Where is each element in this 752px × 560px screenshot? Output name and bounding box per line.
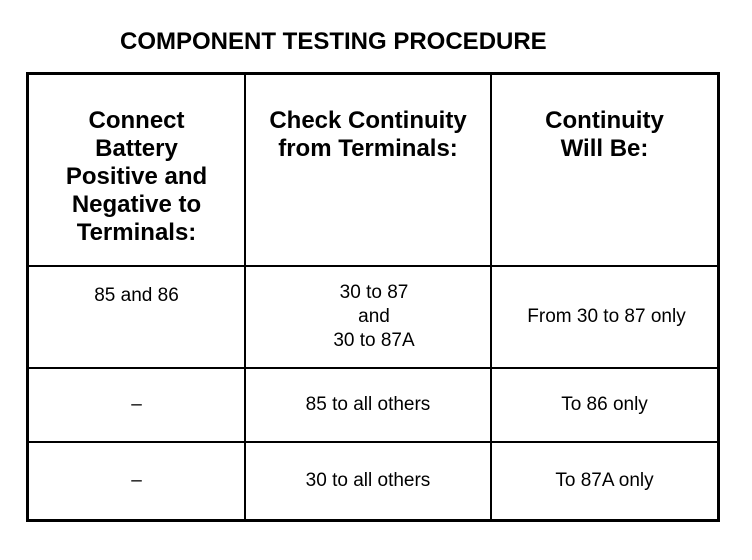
row3-connect: – — [131, 470, 142, 491]
row1-result: From 30 to 87 only — [527, 306, 686, 327]
header-connect — [29, 75, 244, 265]
header-result-line: Continuity — [545, 107, 664, 134]
row1-check-line: 30 to 87 — [339, 282, 409, 303]
header-result-line: Will Be: — [560, 135, 649, 162]
row2-result: To 86 only — [561, 394, 648, 415]
header-connect-line: Positive and — [65, 163, 208, 190]
page-title: COMPONENT TESTING PROCEDURE — [120, 28, 547, 55]
row1-check-line: and — [358, 306, 390, 327]
header-check — [246, 75, 490, 265]
row2-connect: – — [131, 394, 142, 415]
header-connect-line: Connect — [88, 107, 185, 134]
header-connect-line: Terminals: — [76, 219, 197, 246]
row2-check: 85 to all others — [305, 394, 431, 415]
header-result — [492, 75, 717, 265]
header-connect-line: Battery — [95, 135, 178, 162]
row1-connect: 85 and 86 — [94, 285, 179, 306]
row3-check: 30 to all others — [305, 470, 431, 491]
testing-procedure-table — [26, 72, 720, 522]
row3-result: To 87A only — [555, 470, 654, 491]
header-check-line: from Terminals: — [278, 135, 458, 162]
row1-check — [246, 267, 490, 367]
header-connect-line: Negative to — [71, 191, 202, 218]
header-check-line: Check Continuity — [269, 107, 467, 134]
row1-check-line: 30 to 87A — [333, 330, 415, 351]
